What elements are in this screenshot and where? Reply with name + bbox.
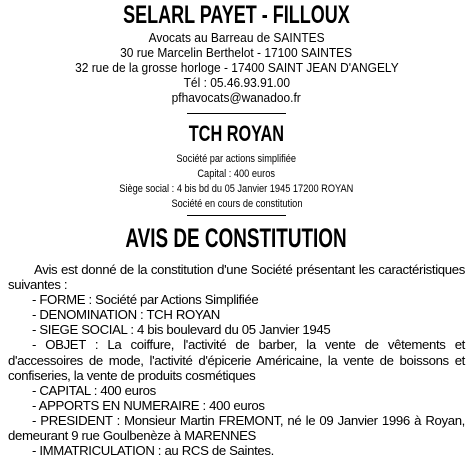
firm-contact-block (0, 30, 473, 105)
notice-body (8, 262, 465, 458)
firm-phone: Tél : 05.46.93.91.00 (183, 75, 290, 90)
firm-address-saintes: 30 rue Marcelin Berthelot - 17100 SAINTES (120, 45, 353, 60)
notice-item-apports: - APPORTS EN NUMERAIRE : 400 euros (32, 397, 265, 413)
notice-title: AVIS DE CONSTITUTION (125, 223, 348, 253)
firm-email: pfhavocats@wanadoo.fr (171, 90, 302, 105)
notice-item-denomination: - DENOMINATION : TCH ROYAN (32, 307, 220, 323)
company-details-block (0, 152, 473, 212)
firm-bar-line: Avocats au Barreau de SAINTES (148, 30, 325, 45)
notice-item-capital: - CAPITAL : 400 euros (32, 382, 156, 398)
firm-address-saint-jean: 32 rue de la grosse horloge - 17400 SAINT JEAN D'ANGELY (74, 60, 399, 75)
company-status: Société en cours de constitution (171, 198, 302, 210)
firm-name: SELARL PAYET - FILLOUX (123, 1, 350, 29)
notice-item-president: - PRESIDENT : Monsieur Martin FREMONT, né le 09 Janvier 1996 à Royan, demeurant 9 rue Goulbenèze à MARENNES (8, 412, 465, 444)
notice-item-siege: - SIEGE SOCIAL : 4 bis boulevard du 05 Janvier 1945 (32, 322, 331, 338)
company-headquarters: Siège social : 4 bis bd du 05 Janvier 1945 17200 ROYAN (119, 183, 354, 195)
company-capital: Capital : 400 euros (197, 168, 276, 180)
notice-item-objet: - OBJET : La coiffure, l'activité de barber, la vente de vêtements et d'accessoires de mode, l'activité d'épicerie Américaine, la vente de boissons et confiseries, la vente de produits cosmétiques (8, 337, 465, 383)
company-name: TCH ROYAN (188, 121, 285, 146)
company-legal-form: Société par actions simplifiée (176, 153, 297, 165)
notice-intro: Avis est donné de la constitution d'une Société présentant les caractéristiques suivantes : (8, 262, 465, 293)
notice-item-immatriculation: - IMMATRICULATION : au RCS de Saintes. (32, 443, 274, 458)
notice-item-forme: - FORME : Société par Actions Simplifiée (32, 292, 259, 308)
separator-rule (187, 113, 286, 114)
separator-rule (187, 215, 286, 216)
